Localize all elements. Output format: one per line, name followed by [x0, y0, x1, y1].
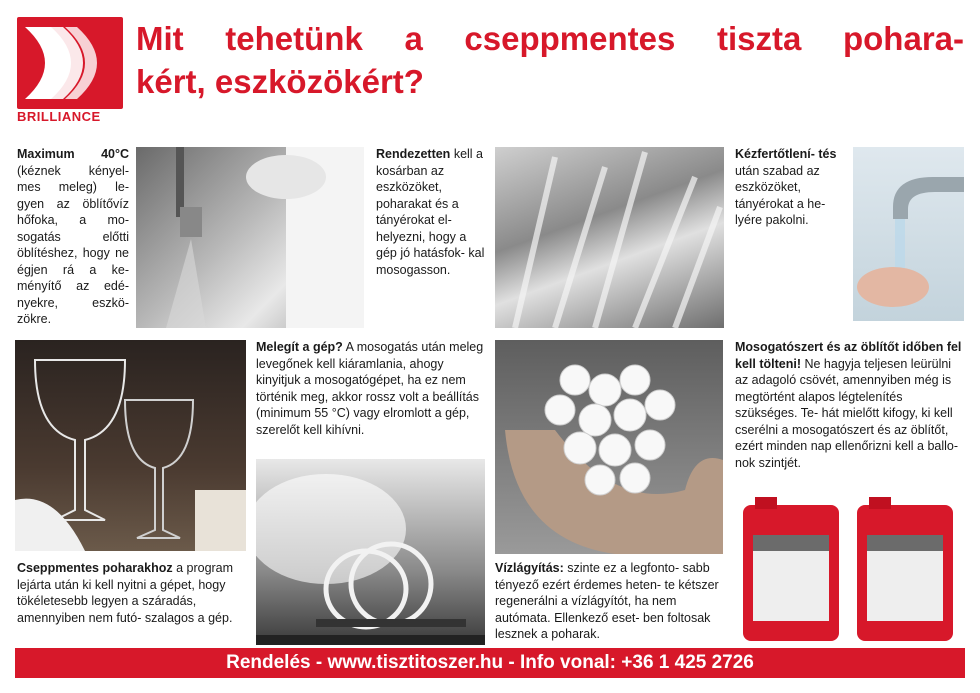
softening-text: szinte ez a legfonto- sabb tényező ezért érdemes heten- te kétszer regenerálni a vízlágyítót, ha nem autómata. Ellenkező eset- ben foltosak lesznek a poharak.	[495, 561, 719, 641]
rinse-photo	[136, 147, 364, 328]
temp-text: (kéznek kényel- mes meleg) le- gyen az öblítővíz hőfoka, a mo- sogatás előtti öblítéshez, hogy ne égjen rá a ke- ményítő az edé- nyekre, eszkö- zökre.	[17, 163, 129, 326]
refill-title: Mosogatószert és az öblítőt időben fel kell tölteni!	[735, 340, 962, 371]
headline-line-2: kért, eszközökért?	[136, 63, 424, 100]
logo-chevrons-icon	[17, 17, 123, 109]
hot-title: Melegít a gép?	[256, 340, 343, 354]
arrange-text: kell a kosárban az eszközöket, poharakat és a tányérokat el- helyezni, hogy a gép jó hatásfok- kal mosogasson.	[376, 147, 485, 277]
refill-text: Ne hagyja teljesen leürülni az adagoló csövét, amennyiben még is megtörtént alapos légtelenítés szükséges. Te- hát mielőtt kifogy, ki kell cserélni a mosogatószert és az öblítőt, ezért minden nap ellenőrizni kell a ballo- nok szintjét.	[735, 356, 959, 470]
dishwasher-illustration-icon	[256, 459, 485, 645]
tap-photo	[853, 147, 964, 321]
dishwasher-photo	[256, 459, 485, 645]
rinse-illustration-icon	[136, 147, 364, 328]
glasses-title: Cseppmentes poharakhoz	[17, 561, 173, 575]
footer-contact: Rendelés - www.tisztitoszer.hu - Info vonal: +36 1 425 2726	[226, 652, 754, 673]
cutlery-photo	[495, 147, 724, 328]
softening-title: Vízlágyítás:	[495, 561, 564, 575]
refill-block	[735, 339, 963, 471]
salt-photo	[495, 340, 723, 554]
hands-title: Kézfertőtlení- tés	[735, 147, 837, 161]
glasses-block	[17, 560, 245, 626]
footer-bar	[15, 648, 965, 678]
headline	[136, 17, 964, 103]
canisters-illustration-icon	[735, 495, 964, 643]
cutlery-illustration-icon	[495, 147, 724, 328]
faucet-illustration-icon	[853, 147, 964, 321]
glasses-text: a program lejárta után ki kell nyitni a gépet, hogy tökéletesebb legyen a száradás, amennyiben nem futó- szalagos a gép.	[17, 561, 234, 625]
canisters-photo	[735, 495, 964, 643]
brand-name: BRILLIANCE	[17, 109, 101, 124]
glasses-photo	[15, 340, 246, 551]
arrange-block	[376, 146, 488, 278]
salt-tablets-illustration-icon	[495, 340, 723, 554]
temp-block	[17, 146, 129, 328]
hot-text: A mosogatás után meleg levegőnek kell kiáramlania, ahogy kinyitjuk a mosogatógépet, ha ez nem történik meg, akkor rossz volt a beállítás (minimum 55 °C) vagy elromlott a gép, szerelőt kell kihívni.	[256, 340, 484, 437]
brilliance-logo	[17, 17, 123, 109]
temp-title: Maximum 40°C	[17, 147, 129, 161]
headline-line-1: Mit tehetünk a cseppmentes tiszta pohara-	[136, 20, 964, 57]
hands-block	[735, 146, 847, 229]
softening-block	[495, 560, 723, 643]
hands-text: után szabad az eszközöket, tányérokat a he- lyére pakolni.	[735, 163, 826, 227]
hot-block	[256, 339, 484, 438]
wine-glass-illustration-icon	[15, 340, 246, 551]
arrange-title: Rendezetten	[376, 147, 451, 161]
